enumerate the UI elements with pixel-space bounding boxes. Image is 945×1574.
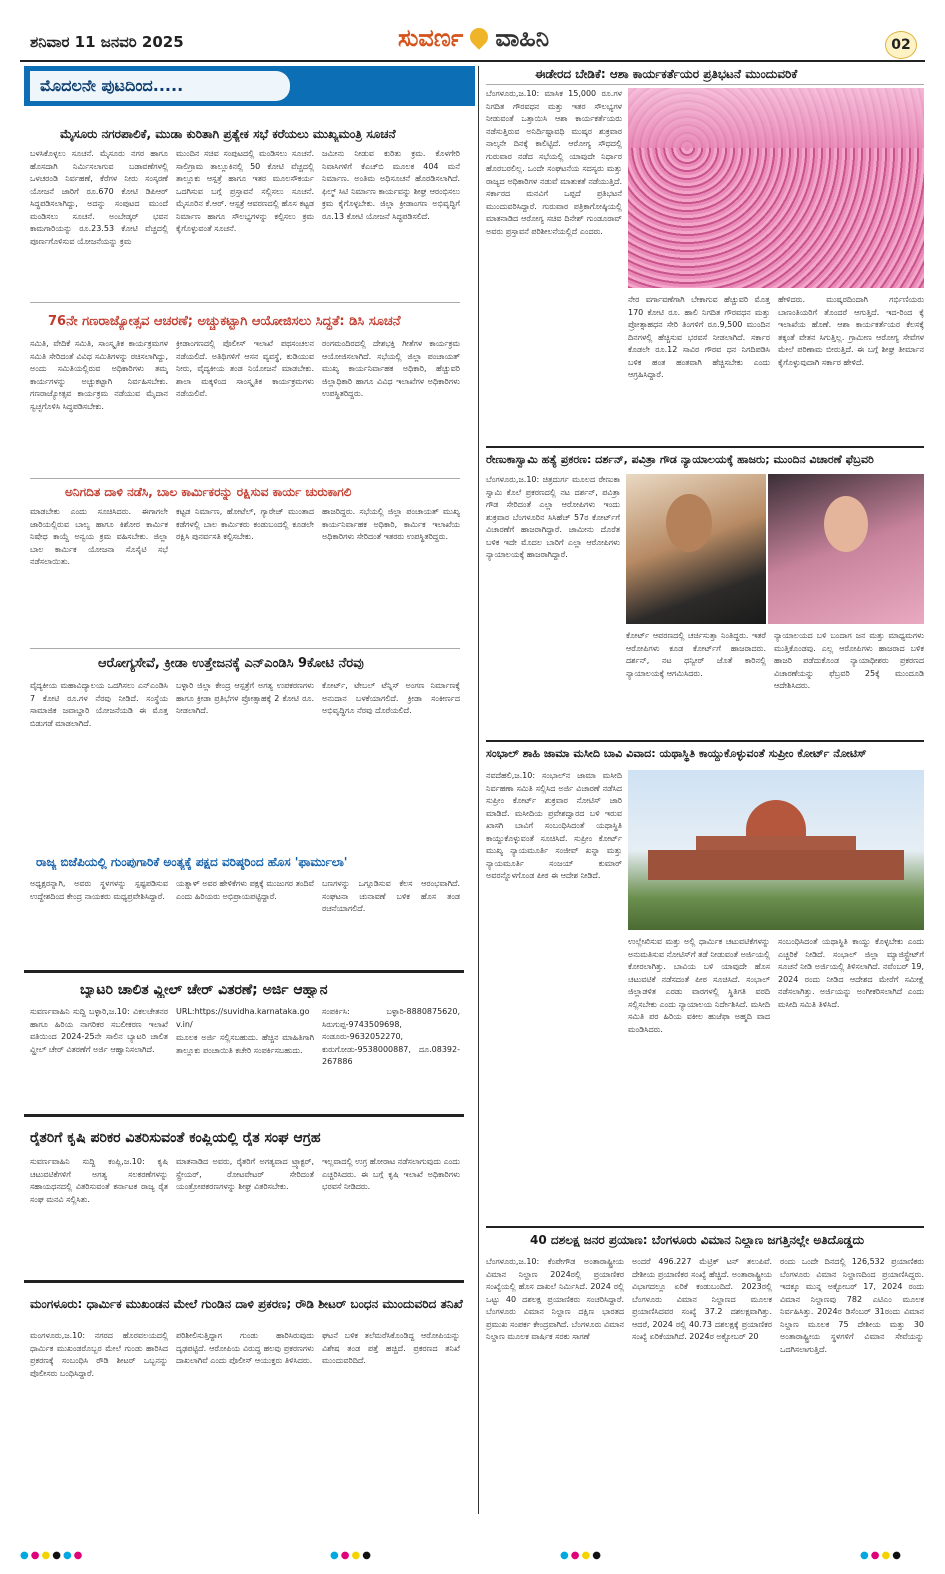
pavithra-photo [768,474,924,624]
darshan-photo [626,474,766,624]
article-mysore-col3: ಜಮೀನು ನೀಡುವ ಕುರಿತು ಕ್ರಮ. ಕೊಳಗೇರಿ ನಿವಾಸಿಗಳಿಗೆ ಕೆಎಚ್‌ಬಿ ಮೂಲಕ 404 ಮನೆ ನಿರ್ಮಾಣ. ಅಂತಿಮ ಅಧಿಸೂಚನೆ ಹೊರಡಿಸಲಾಗಿದೆ. ಫಿಲ್ಮ್ ಸಿಟಿ ನಿರ್ಮಾಣ ಕಾರ್ಯವನ್ನು ಶೀಘ್ರ ಆರಂಭಿಸಲು ಕ್ರಮ ಕೈಗೊಳ್ಳಬೇಕು. ಜಿಲ್ಲಾ ಕ್ರೀಡಾಂಗಣ ಅಭಿವೃದ್ಧಿಗೆ ರೂ.13 ಕೋಟಿ ಯೋಜನೆ ಸಿದ್ಧಪಡಿಸಲಿದೆ. [322,149,460,221]
headline-bjp-formula: ರಾಜ್ಯ ಬಿಜೆಪಿಯಲ್ಲಿ ಗುಂಪುಗಾರಿಕೆ ಅಂತ್ಯಕ್ಕೆ ಪಕ್ಷದ ವರಿಷ್ಠರಿಂದ ಹೊಸ 'ಫಾರ್ಮುಲಾ' [36,855,348,869]
masthead [0,0,945,62]
article-labour-col1: ಮಾಡಬೇಕು ಎಂದು ಸೂಚಿಸಿದರು. ಈಗಾಗಲೇ ಜಾರಿಯಲ್ಲಿರುವ ಬಾಲ್ಯ ಹಾಗೂ ಕಿಶೋರ ಕಾರ್ಮಿಕ ನಿಷೇಧ ಕಾಯ್ದೆ ಅನ್ವಯ ಕ್ರಮ ವಹಿಸಬೇಕು. ಜಿಲ್ಲಾ ಬಾಲ ಕಾರ್ಮಿಕ ಯೋಜನಾ ಸೊಸೈಟಿ ಸಭೆ ನಡೆಸಲಾಯಿತು. [30,507,168,566]
headline-mangaluru: ಮಂಗಳೂರು: ಧಾರ್ಮಿಕ ಮುಖಂಡನ ಮೇಲೆ ಗುಂಡಿನ ದಾಳಿ ಪ್ರಕರಣ; ರೌಡಿ ಶೀಟರ್ ಬಂಧನ ಮುಂದುವರಿದ ತನಿಖೆ [30,1297,463,1311]
article-nmdc-col3: ಕೋರ್ಟ್, ಟೇಬಲ್ ಟೆನ್ನಿಸ್ ಅಂಗಣ ನಿರ್ಮಾಣಕ್ಕೆ ಅನುದಾನ ಬಳಕೆಯಾಗಲಿದೆ. ಕ್ರೀಡಾ ಸಂಕೀರ್ಣದ ಅಭಿವೃದ್ಧಿಗೂ ನೆರವು ದೊರೆಯಲಿದೆ. [322,681,460,715]
article-asha-col1: ಬೆಂಗಳೂರು,ಜ.10: ಮಾಸಿಕ 15,000 ರೂ.ಗಳ ನಿಗದಿತ ಗೌರವಧನ ಮತ್ತು ಇತರ ಸೌಲಭ್ಯಗಳ ನೀಡುವಂತೆ ಒತ್ತಾಯಿಸಿ ಆಶಾ ಕಾರ್ಯಕರ್ತೆಯರು ನಡೆಸುತ್ತಿರುವ ಅನಿರ್ದಿಷ್ಟಾವಧಿ ಮುಷ್ಕರ ಶುಕ್ರವಾರ ನಾಲ್ಕನೇ ದಿನಕ್ಕೆ ಕಾಲಿಟ್ಟಿದೆ. ಆರೋಗ್ಯ ಸೌಧದಲ್ಲಿ ಗುರುವಾರ ನಡೆದ ಸಭೆಯಲ್ಲಿ ಯಾವುದೇ ನಿರ್ಧಾರ ಹೊರಬರಲಿಲ್ಲ. ಒಂದೇ ಸಂಘಟನೆಯ ಸದಸ್ಯರು ಮತ್ತು ರಾಜ್ಯದ ಅಧಿಕಾರಿಗಳ ನಡುವೆ ಮಾತುಕತೆ ನಡೆಯುತ್ತಿದೆ. ಸರ್ಕಾರದ ಮನವಿಗೆ ಒಪ್ಪದೆ ಪ್ರತಿಭಟನೆ ಮುಂದುವರಿಸಿದ್ದಾರೆ. ಗುರುವಾರ ಪತ್ರಿಕಾಗೋಷ್ಠಿಯಲ್ಲಿ ಮಾತನಾಡಿದ ಆರೋಗ್ಯ ಸಚಿವ ದಿನೇಶ್ ಗುಂಡೂರಾವ್ ಅವರು ಪ್ರಸ್ತಾವನೆ ಪರಿಶೀಲನೆಯಲ್ಲಿದೆ ಎಂದರು. [486,89,622,236]
headline-mysore-muda: ಮೈಸೂರು ನಗರಪಾಲಿಕೆ, ಮುಡಾ ಕುರಿತಾಗಿ ಪ್ರತ್ಯೇಕ ಸಭೆ ಕರೆಯಲು ಮುಖ್ಯಮಂತ್ರಿ ಸೂಚನೆ [60,127,396,141]
divider [24,1114,464,1117]
face-shape [824,496,868,552]
dome-shape [746,800,806,840]
article-farmers-col1: ಸುವರ್ಣವಾಹಿನಿ ಸುದ್ದಿ ಕಂಪ್ಲಿ,ಜ.10: ಕೃಷಿ ಚಟುವಟಿಕೆಗಳಿಗೆ ಅಗತ್ಯ ಸಲಕರಣೆಗಳನ್ನು ಸಹಾಯಧನದಲ್ಲಿ ವಿತರಿಸುವಂತೆ ಕರ್ನಾಟಕ ರಾಜ್ಯ ರೈತ ಸಂಘ ಮನವಿ ಸಲ್ಲಿಸಿತು. [30,1157,168,1204]
divider [486,84,924,85]
article-mysore-col1: ಬಳಸಿಕೊಳ್ಳಲು ಸೂಚನೆ. ಮೈಸೂರು ನಗರ ಹಾಗೂ ಹೊಸದಾಗಿ ನಿರ್ಮಿಸಲಾಗುವ ಬಡಾವಣೆಗಳಲ್ಲಿ ಒಳಚರಂಡಿ ನಿರ್ವಹಣೆ, ಕೆರೆಗಳ ನೀರು ಸಂಸ್ಕರಣೆ ಯೋಜನೆ ಜಾರಿಗೆ ರೂ.670 ಕೋಟಿ ಡಿಪಿಆರ್ ಸಿದ್ಧಪಡಿಸಲಾಗಿದ್ದು, ಅದನ್ನು ಸಂಪುಟದ ಮುಂದೆ ಮಂಡಿಸಲು ಸೂಚನೆ. ಅಂಬೇಡ್ಕರ್ ಭವನ ಕಾಮಗಾರಿಯನ್ನು ರೂ.23.53 ಕೋಟಿ ವೆಚ್ಚದಲ್ಲಿ ಪೂರ್ಣಗೊಳಿಸುವ ಯೋಜನೆಯನ್ನು ಕ್ರಮ [30,149,168,246]
article-airport-col1: ಬೆಂಗಳೂರು,ಜ.10: ಕೆಂಪೇಗೌಡ ಅಂತಾರಾಷ್ಟ್ರೀಯ ವಿಮಾನ ನಿಲ್ದಾಣ 2024ರಲ್ಲಿ ಪ್ರಯಾಣಿಕರ ಸಂಖ್ಯೆಯಲ್ಲಿ ಹೊಸ ದಾಖಲೆ ನಿರ್ಮಿಸಿದೆ. 2024 ರಲ್ಲಿ ಒಟ್ಟು 40 ದಶಲಕ್ಷ ಪ್ರಯಾಣಿಕರು ಸಂಚರಿಸಿದ್ದಾರೆ. ಬೆಂಗಳೂರು ವಿಮಾನ ನಿಲ್ದಾಣ ದಕ್ಷಿಣ ಭಾರತದ ಪ್ರಮುಖ ಸಂಪರ್ಕ ಕೇಂದ್ರವಾಗಿದೆ. ಬೆಂಗಳೂರು ವಿಮಾನ ನಿಲ್ದಾಣ ಮೂಲಕ ವಾರ್ಷಿಕ ಸರಕು ಸಾಗಣೆ [486,1257,624,1341]
article-bjp-col1: ಅಧ್ಯಕ್ಷರನ್ನಾಗಿ, ಅವರು ಸ್ಥಳಗಳನ್ನು ಸ್ಪಷ್ಟಪಡಿಸುವ ಉದ್ದೇಶದಿಂದ ಕೇಂದ್ರ ನಾಯಕರು ಮಧ್ಯಪ್ರವೇಶಿಸಿದ್ದಾರೆ. [30,879,168,901]
face-shape [666,494,712,552]
wheelchair-url: URL:https://suvidha.karnataka.gov.in/ [176,1007,310,1029]
divider [486,446,924,448]
article-airport-col2: ಅಂದರೆ 496.227 ಮೆಟ್ರಿಕ್ ಟನ್ ತಲುಪಿವೆ. ದೇಶೀಯ ಪ್ರಯಾಣಿಕರ ಸಂಖ್ಯೆ ಹೆಚ್ಚಿದೆ. ಅಂತಾರಾಷ್ಟ್ರೀಯ ವಿಭಾಗದಲ್ಲೂ ಏರಿಕೆ ಕಂಡುಬಂದಿದೆ. 2023ರಲ್ಲಿ ಬೆಂಗಳೂರು ವಿಮಾನ ನಿಲ್ದಾಣದ ಮೂಲಕ ಪ್ರಯಾಣಿಸಿದವರ ಸಂಖ್ಯೆ 37.2 ದಶಲಕ್ಷವಾಗಿತ್ತು. ಆದರೆ, 2024 ರಲ್ಲಿ 40.73 ದಶಲಕ್ಷಕ್ಕೆ ಪ್ರಯಾಣಿಕರ ಸಂಖ್ಯೆ ಏರಿಕೆಯಾಗಿದೆ. 2024ರ ಅಕ್ಟೋಬರ್ 20 [632,1257,772,1341]
article-wheelchair-col3: ಸಂಪರ್ಕಿಸಿ: ಬಳ್ಳಾರಿ-8880875620, ಸಿರುಗುಪ್ಪ-9743509698, ಸಂಡೂರು-9632052270, ಕುರುಗೋಡು-9538000887, ದೂ.08392-267886 [322,1007,460,1066]
registration-marks-far-right: ●●●● [860,1550,903,1561]
article-wheelchair-col2: ಮೂಲಕ ಅರ್ಜಿ ಸಲ್ಲಿಸಬಹುದು. ಹೆಚ್ಚಿನ ಮಾಹಿತಿಗಾಗಿ ತಾಲ್ಲೂಕು ಪಂಚಾಯಿತಿ ಕಚೇರಿ ಸಂಪರ್ಕಿಸಬಹುದು. [176,1033,314,1055]
supreme-court-photo [628,770,924,930]
divider [30,478,460,479]
article-republic-col1: ಸಮಿತಿ, ವೇದಿಕೆ ಸಮಿತಿ, ಸಾಂಸ್ಕೃತಿಕ ಕಾರ್ಯಕ್ರಮಗಳ ಸಮಿತಿ ಸೇರಿದಂತೆ ವಿವಿಧ ಸಮಿತಿಗಳನ್ನು ರಚಿಸಲಾಗಿದ್ದು, ಅಂದು ಸಮಿತಿಯಲ್ಲಿರುವ ಅಧಿಕಾರಿಗಳು ತಮ್ಮ ಕಾರ್ಯಗಳನ್ನು ಅಚ್ಚುಕಟ್ಟಾಗಿ ನಿರ್ವಹಿಸಬೇಕು. ಗಣರಾಜ್ಯೋತ್ಸವ ಕಾರ್ಯಕ್ರಮ ನಡೆಯುವ ಮೈದಾನ ಸ್ವಚ್ಛಗೊಳಿಸಿ ಸಿದ್ಧಪಡಿಸಬೇಕು. [30,339,168,411]
logo-left-text: ಸುವರ್ಣ [398,24,464,52]
article-darshan-col3: ನ್ಯಾಯಾಲಯದ ಬಳಿ ಬಂದಾಗ ಜನ ಮತ್ತು ಮಾಧ್ಯಮಗಳು ಮುತ್ತಿಕೊಂಡವು. ಎಲ್ಲ ಆರೋಪಿಗಳು ಹಾಜರಾದ ಬಳಿಕ ಹಾಜರಿ ಪಡೆದುಕೊಂಡ ನ್ಯಾಯಾಧೀಶರು ಪ್ರಕರಣದ ವಿಚಾರಣೆಯನ್ನು ಫೆಬ್ರವರಿ 25ಕ್ಕೆ ಮುಂದೂಡಿ ಆದೇಶಿಸಿದರು. [774,631,924,690]
article-wheelchair-col1: ಸುವರ್ಣವಾಹಿನಿ ಸುದ್ದಿ ಬಳ್ಳಾರಿ,ಜ.10: ವಿಕಲಚೇತನರ ಹಾಗೂ ಹಿರಿಯ ನಾಗರಿಕರ ಸಬಲೀಕರಣ ಇಲಾಖೆ ವತಿಯಿಂದ 2024-25ನೇ ಸಾಲಿನ ಬ್ಯಾಟರಿ ಚಾಲಿತ ವ್ಹೀಲ್ ಚೇರ್ ವಿತರಣೆಗೆ ಅರ್ಜಿ ಆಹ್ವಾನಿಸಲಾಗಿದೆ. [30,1007,168,1054]
article-farmers-col2: ಮಾತನಾಡಿದ ಅವರು, ರೈತರಿಗೆ ಅಗತ್ಯವಾದ ಟ್ರ್ಯಾಕ್ಟರ್, ಸ್ಪ್ರೇಯರ್, ರೋಟವೇಟರ್ ಸೇರಿದಂತೆ ಯಂತ್ರೋಪಕರಣಗಳನ್ನು ಶೀಘ್ರ ವಿತರಿಸಬೇಕು. [176,1157,314,1191]
divider [30,302,460,303]
article-labour-col3: ಹಾಜರಿದ್ದರು. ಸಭೆಯಲ್ಲಿ ಜಿಲ್ಲಾ ಪಂಚಾಯತ್ ಮುಖ್ಯ ಕಾರ್ಯನಿರ್ವಾಹಕ ಅಧಿಕಾರಿ, ಕಾರ್ಮಿಕ ಇಲಾಖೆಯ ಅಧಿಕಾರಿಗಳು ಸೇರಿದಂತೆ ಇತರರು ಉಪಸ್ಥಿತರಿದ್ದರು. [322,507,460,541]
article-sambhal-col3: ಸಂಬಂಧಿಸಿದಂತೆ ಯಥಾಸ್ಥಿತಿ ಕಾಯ್ದು ಕೊಳ್ಳಬೇಕು ಎಂದು ಎಚ್ಚರಿಕೆ ನೀಡಿದೆ. ಸಂಭಾಲ್ ಜಿಲ್ಲಾ ಮ್ಯಾಜಿಸ್ಟ್ರೇಟ್‌ಗೆ ಸೂಚನೆ ನೀಡಿ ಅರ್ಜಿಯಲ್ಲಿ ತಿಳಿಸಲಾಗಿದೆ. ನವೆಂಬರ್ 19, 2024 ರಂದು ನೀಡಿದ ಆದೇಶದ ಮೇರೆಗೆ ಸಮೀಕ್ಷೆ ನಡೆಸಲಾಗಿತ್ತು. ಅರ್ಜಿಯನ್ನು ಅಂಗೀಕರಿಸಲಾಗಿದೆ ಎಂದು ಮಸೀದಿ ಸಮಿತಿ ತಿಳಿಸಿದೆ. [778,937,924,1009]
article-sambhal-col2: ಉಲ್ಲೇಖಿಸುವ ಮತ್ತು ಅಲ್ಲಿ ಧಾರ್ಮಿಕ ಚಟುವಟಿಕೆಗಳನ್ನು ಅನುಮತಿಸುವ ನೋಟಿಸ್‌ಗೆ ತಡೆ ನೀಡುವಂತೆ ಅರ್ಜಿಯಲ್ಲಿ ಕೋರಲಾಗಿತ್ತು. ಬಾವಿಯ ಬಳಿ ಯಾವುದೇ ಹೊಸ ಚಟುವಟಿಕೆ ನಡೆಸದಂತೆ ಪೀಠ ಸೂಚಿಸಿದೆ. ಸಂಭಾಲ್ ಜಿಲ್ಲಾಡಳಿತ ಎರಡು ವಾರಗಳಲ್ಲಿ ಸ್ಥಿತಿಗತಿ ವರದಿ ಸಲ್ಲಿಸಬೇಕು ಎಂದು ನ್ಯಾಯಾಲಯ ನಿರ್ದೇಶಿಸಿದೆ. ಮಸೀದಿ ಸಮಿತಿ ಪರ ಹಿರಿಯ ವಕೀಲ ಹುಜೆಫಾ ಅಹ್ಮದಿ ವಾದ ಮಂಡಿಸಿದರು. [628,937,770,1034]
article-labour-col2: ಕಟ್ಟಡ ನಿರ್ಮಾಣ, ಹೋಟೆಲ್, ಗ್ಯಾರೇಜ್ ಮುಂತಾದ ಕಡೆಗಳಲ್ಲಿ ಬಾಲ ಕಾರ್ಮಿಕರು ಕಂಡುಬಂದಲ್ಲಿ ಕೂಡಲೇ ರಕ್ಷಿಸಿ ಪುನರ್ವಸತಿ ಕಲ್ಪಿಸಬೇಕು. [176,507,314,541]
headline-wheelchair: ಬ್ಯಾಟರಿ ಚಾಲಿತ ವ್ಹೀಲ್ ಚೇರ್ ವಿತರಣೆ; ಅರ್ಜಿ ಆಹ್ವಾನ [80,982,328,998]
registration-marks-left: ●●●●●● [20,1550,85,1561]
section-banner [24,66,475,106]
article-mysore-col2: ಮುಂದಿನ ಸಚಿವ ಸಂಪುಟದಲ್ಲಿ ಮಂಡಿಸಲು ಸೂಚನೆ. ಸಾಲಿಗ್ರಾಮ ತಾಲ್ಲೂಕಿನಲ್ಲಿ 50 ಕೋಟಿ ವೆಚ್ಚದಲ್ಲಿ ತಾಲ್ಲೂಕು ಆಸ್ಪತ್ರೆ ಹಾಗೂ ಇತರ ಮೂಲಸೌಕರ್ಯ ಒದಗಿಸುವ ಬಗ್ಗೆ ಪ್ರಸ್ತಾವನೆ ಸಲ್ಲಿಸಲು ಸೂಚನೆ. ಮೈಸೂರಿನ ಕೆ.ಆರ್. ಆಸ್ಪತ್ರೆ ಆವರಣದಲ್ಲಿ ಹೊಸ ಕಟ್ಟಡ ನಿರ್ಮಾಣ ಹಾಗೂ ಸೌಲಭ್ಯಗಳನ್ನು ಕಲ್ಪಿಸಲು ಕ್ರಮ ಕೈಗೊಳ್ಳುವಂತೆ ಸೂಚನೆ. [176,149,314,233]
page-number: 02 [891,37,911,53]
header-rule [20,60,925,62]
asha-protest-photo [628,88,924,288]
logo-lamp-icon [467,24,492,49]
divider [486,740,924,742]
headline-sambhal-mosque: ಸಂಭಾಲ್ ಶಾಹಿ ಜಾಮಾ ಮಸೀದಿ ಬಾವಿ ವಿವಾದ: ಯಥಾಸ್ಥಿತಿ ಕಾಯ್ದುಕೊಳ್ಳುವಂತೆ ಸುಪ್ರೀಂ ಕೋರ್ಟ್ ನೋಟಿಸ್ [486,747,867,760]
article-mangaluru-col2: ಪರಿಶೀಲಿಸುತ್ತಿದ್ದಾಗ ಗುಂಡು ಹಾರಿಸಿರುವುದು ದೃಢಪಟ್ಟಿದೆ. ಆರೋಪಿಯ ವಿರುದ್ಧ ಹಲವು ಪ್ರಕರಣಗಳು ದಾಖಲಾಗಿವೆ ಎಂದು ಪೊಲೀಸ್ ಆಯುಕ್ತರು ತಿಳಿಸಿದರು. [176,1331,314,1365]
section-banner-text: ಮೊದಲನೇ ಪುಟದಿಂದ..... [40,76,184,95]
divider [24,1280,464,1283]
article-darshan-col2: ಕೋರ್ಟ್ ಆವರಣದಲ್ಲಿ ಚರ್ಚಿಸುತ್ತಾ ನಿಂತಿದ್ದರು. ಇತರೆ ಆರೋಪಿಗಳು ಕೂಡ ಕೋರ್ಟ್‌ಗೆ ಹಾಜರಾದರು. ದರ್ಶನ್, ನಟ ಧನ್ವೀರ್ ಜೊತೆ ಕಾರಿನಲ್ಲಿ ನ್ಯಾಯಾಲಯಕ್ಕೆ ಆಗಮಿಸಿದರು. [626,631,766,678]
headline-darshan-case: ರೇಣುಕಾಸ್ವಾಮಿ ಹತ್ಯೆ ಪ್ರಕರಣ: ದರ್ಶನ್, ಪವಿತ್ರಾ ಗೌಡ ನ್ಯಾಯಾಲಯಕ್ಕೆ ಹಾಜರು; ಮುಂದಿನ ವಿಚಾರಣೆ ಫೆಬ್ರವರಿ [486,453,874,466]
article-asha-col3: ಹೇಳಿದರು. ಮುಷ್ಕರದಿಂದಾಗಿ ಗರ್ಭಿಣಿಯರು ಬಾಣಂತಿಯರಿಗೆ ತೊಂದರೆ ಆಗುತ್ತಿದೆ. ಇದ-ರಿಂದ ಕ್ಕೆ ಇಲಾಖೆಯ ಹೊಣೆ. ಆಶಾ ಕಾರ್ಯಕರ್ತೆಯರ ಕೆಲಸಕ್ಕೆ ತಕ್ಕಂತೆ ವೇತನ ಸಿಗುತ್ತಿಲ್ಲ. ಗ್ರಾಮೀಣ ಆರೋಗ್ಯ ಸೇವೆಗಳ ಮೇಲೆ ಪರಿಣಾಮ ಬೀರುತ್ತಿದೆ. ಈ ಬಗ್ಗೆ ಶೀಘ್ರ ತೀರ್ಮಾನ ಕೈಗೊಳ್ಳುವುದಾಗಿ ಸರ್ಕಾರ ಹೇಳಿದೆ. [778,295,924,367]
headline-republic-day: 76ನೇ ಗಣರಾಜ್ಯೋತ್ಸವ ಆಚರಣೆ; ಅಚ್ಚುಕಟ್ಟಾಗಿ ಆಯೋಜಿಸಲು ಸಿದ್ಧತೆ: ಡಿಸಿ ಸೂಚನೆ [48,314,401,329]
article-darshan-col1: ಬೆಂಗಳೂರು,ಜ.10: ಚಿತ್ರದುರ್ಗ ಮೂಲದ ರೇಣುಕಾ ಸ್ವಾಮಿ ಕೊಲೆ ಪ್ರಕರಣದಲ್ಲಿ ನಟ ದರ್ಶನ್, ಪವಿತ್ರಾ ಗೌಡ ಸೇರಿದಂತೆ ಎಲ್ಲಾ ಆರೋಪಿಗಳು ಇಂದು ಶುಕ್ರವಾರ ಬೆಂಗಳೂರಿನ ಸಿಸಿಹೆಚ್ 57ರ ಕೋರ್ಟ್‌ಗೆ ವಿಚಾರಣೆಗೆ ಹಾಜರಾಗಿದ್ದಾರೆ. ಜಾಮೀನು ದೊರೆತ ಬಳಿಕ ಇದೇ ಮೊದಲ ಬಾರಿಗೆ ಎಲ್ಲಾ ಆರೋಪಿಗಳು ನ್ಯಾಯಾಲಯಕ್ಕೆ ಹಾಜರಾಗಿದ್ದಾರೆ. [486,475,620,559]
article-asha-col2: ನೇರ ವರ್ಗಾವಣೆಗಾಗಿ ಬೇಕಾಗುವ ಹೆಚ್ಚುವರಿ ಮೊತ್ತ 170 ಕೋಟಿ ರೂ. ಹಾಲಿ ನಿಗದಿತ ಗೌರವಧನ ಮತ್ತು ಪ್ರೋತ್ಸಾಹಧನ ಸೇರಿ ತಿಂಗಳಿಗೆ ರೂ.9,500 ಮುಂದಿನ ದಿನಗಳಲ್ಲಿ ಹೆಚ್ಚಿಸುವ ಭರವಸೆ ನೀಡಲಾಗಿದೆ. ಸರ್ಕಾರ ಕೊಡಲೇ ರೂ.12 ಸಾವಿರ ಗೌರವ ಧನ ನಿಗದಿಪಡಿಸಿ ಬಳಿಕ ಹಂತ ಹಂತವಾಗಿ ಹೆಚ್ಚಿಸಬೇಕು ಎಂದು ಆಗ್ರಹಿಸಿದ್ದಾರೆ. [628,295,770,379]
article-mangaluru-col3: ಘಟನೆ ಬಳಿಕ ತಲೆಮರೆಸಿಕೊಂಡಿದ್ದ ಆರೋಪಿಯನ್ನು ವಿಶೇಷ ತಂಡ ಪತ್ತೆ ಹಚ್ಚಿದೆ. ಪ್ರಕರಣದ ತನಿಖೆ ಮುಂದುವರಿದಿದೆ. [322,1331,460,1365]
headline-airport: 40 ದಶಲಕ್ಷ ಜನರ ಪ್ರಯಾಣ: ಬೆಂಗಳೂರು ವಿಮಾನ ನಿಲ್ದಾಣ ಜಗತ್ತಿನಲ್ಲೇ ಅತಿದೊಡ್ಡದು [530,1233,865,1247]
article-airport-col3: ರಂದು ಒಂದೇ ದಿನದಲ್ಲಿ 126,532 ಪ್ರಯಾಣಿಕರು ಬೆಂಗಳೂರು ವಿಮಾನ ನಿಲ್ದಾಣದಿಂದ ಪ್ರಯಾಣಿಸಿದ್ದರು. ಇದಕ್ಕೂ ಮುನ್ನ ಅಕ್ಟೋಬರ್ 17, 2024 ರಂದು ವಿಮಾನ ನಿಲ್ದಾಣವು 782 ಎಟಿಎಂ ಮೂಲಕ ನಿರ್ವಹಿಸಿತ್ತು. 2024ರ ಡಿಸೆಂಬರ್ 31ರಂದು ವಿಮಾನ ನಿಲ್ದಾಣ ಮೂಲಕ 75 ದೇಶೀಯ ಮತ್ತು 30 ಅಂತಾರಾಷ್ಟ್ರೀಯ ಸ್ಥಳಗಳಿಗೆ ವಿಮಾನ ಸೇವೆಯನ್ನು ಒದಗಿಸಲಾಗುತ್ತಿದೆ. [780,1257,924,1354]
article-republic-col2: ಕ್ರೀಡಾಂಗಣದಲ್ಲಿ ಪೊಲೀಸ್ ಇಲಾಖೆ ಪಥಸಂಚಲನ ನಡೆಯಲಿದೆ. ಅತಿಥಿಗಳಿಗೆ ಆಸನ ವ್ಯವಸ್ಥೆ, ಕುಡಿಯುವ ನೀರು, ವೈದ್ಯಕೀಯ ತಂಡ ನಿಯೋಜನೆ ಮಾಡಬೇಕು. ಶಾಲಾ ಮಕ್ಕಳಿಂದ ಸಾಂಸ್ಕೃತಿಕ ಕಾರ್ಯಕ್ರಮಗಳು ನಡೆಯಲಿವೆ. [176,339,314,398]
header-date: ಶನಿವಾರ 11 ಜನವರಿ 2025 [30,33,184,51]
building-wing [648,850,904,880]
headline-nmdc: ಆರೋಗ್ಯಸೇವೆ, ಕ್ರೀಡಾ ಉತ್ತೇಜನಕ್ಕೆ ಎನ್‌ಎಂಡಿಸಿ 9ಕೋಟಿ ನೆರವು [98,656,364,671]
page-number-badge [885,31,917,59]
article-nmdc-col2: ಬಳ್ಳಾರಿ ಜಿಲ್ಲಾ ಕೇಂದ್ರ ಆಸ್ಪತ್ರೆಗೆ ಅಗತ್ಯ ಉಪಕರಣಗಳು ಹಾಗೂ ಕ್ರೀಡಾ ಪ್ರತಿಭೆಗಳ ಪ್ರೋತ್ಸಾಹಕ್ಕೆ 2 ಕೋಟಿ ರೂ. ನೀಡಲಾಗಿದೆ. [176,681,314,715]
article-bjp-col3: ಬಣಗಳನ್ನು ಒಗ್ಗೂಡಿಸುವ ಕೆಲಸ ಆರಂಭವಾಗಿದೆ. ಸಂಘಟನಾ ಚುನಾವಣೆ ಬಳಿಕ ಹೊಸ ತಂಡ ರಚನೆಯಾಗಲಿದೆ. [322,879,460,913]
registration-marks-right: ●●●● [560,1550,603,1561]
crowd-overlay [628,88,924,148]
headline-child-labour: ಅನಿಗದಿತ ದಾಳಿ ನಡೆಸಿ, ಬಾಲ ಕಾರ್ಮಿಕರನ್ನು ರಕ್ಷಿಸುವ ಕಾರ್ಯ ಚುರುಕಾಗಲಿ [65,485,352,499]
headline-farmers: ರೈತರಿಗೆ ಕೃಷಿ ಪರಿಕರ ವಿತರಿಸುವಂತೆ ಕಂಪ್ಲಿಯಲ್ಲಿ ರೈತ ಸಂಘ ಆಗ್ರಹ [30,1130,321,1146]
divider [30,648,460,649]
article-mangaluru-col1: ಮಂಗಳೂರು,ಜ.10: ನಗರದ ಹೊರವಲಯದಲ್ಲಿ ಧಾರ್ಮಿಕ ಮುಖಂಡರೊಬ್ಬರ ಮೇಲೆ ಗುಂಡು ಹಾರಿಸಿದ ಪ್ರಕರಣಕ್ಕೆ ಸಂಬಂಧಿಸಿ ರೌಡಿ ಶೀಟರ್ ಒಬ್ಬನನ್ನು ಪೊಲೀಸರು ಬಂಧಿಸಿದ್ದಾರೆ. [30,1331,168,1378]
headline-asha-protest: ಈಡೇರದ ಬೇಡಿಕೆ: ಆಶಾ ಕಾರ್ಯಕರ್ತೆಯರ ಪ್ರತಿಭಟನೆ ಮುಂದುವರಿಕೆ [535,67,798,81]
page-column-divider [478,66,479,1514]
divider [24,970,464,973]
article-nmdc-col1: ವೈದ್ಯಕೀಯ ಮಹಾವಿದ್ಯಾಲಯ ಒದಗಿಸಲು ಎನ್‌ಎಂಡಿಸಿ 7 ಕೋಟಿ ರೂ.ಗಳ ನೆರವು ನೀಡಿದೆ. ಸಂಸ್ಥೆಯ ಸಾಮಾಜಿಕ ಜವಾಬ್ದಾರಿ ಯೋಜನೆಯಡಿ ಈ ಮೊತ್ತ ಬಿಡುಗಡೆ ಮಾಡಲಾಗಿದೆ. [30,681,168,728]
registration-marks-center: ●●●● [330,1550,373,1561]
newspaper-logo [398,24,648,60]
logo-right-text: ವಾಹಿನಿ [495,24,550,52]
article-republic-col3: ರಂಗಮಂದಿರದಲ್ಲಿ ದೇಶಭಕ್ತಿ ಗೀತೆಗಳ ಕಾರ್ಯಕ್ರಮ ಆಯೋಜಿಸಲಾಗಿದೆ. ಸಭೆಯಲ್ಲಿ ಜಿಲ್ಲಾ ಪಂಚಾಯತ್ ಮುಖ್ಯ ಕಾರ್ಯನಿರ್ವಾಹಕ ಅಧಿಕಾರಿ, ಹೆಚ್ಚುವರಿ ಜಿಲ್ಲಾಧಿಕಾರಿ ಹಾಗೂ ವಿವಿಧ ಇಲಾಖೆಗಳ ಅಧಿಕಾರಿಗಳು ಉಪಸ್ಥಿತರಿದ್ದರು. [322,339,460,398]
section-banner-inner [30,71,290,101]
article-sambhal-col1: ನವದೆಹಲಿ,ಜ.10: ಸಂಭಾಲ್‌ನ ಜಾಮಾ ಮಸೀದಿ ನಿರ್ವಹಣಾ ಸಮಿತಿ ಸಲ್ಲಿಸಿದ ಅರ್ಜಿ ವಿಚಾರಣೆ ನಡೆಸಿದ ಸುಪ್ರೀಂ ಕೋರ್ಟ್ ಶುಕ್ರವಾರ ನೋಟಿಸ್ ಜಾರಿ ಮಾಡಿದೆ. ಮಸೀದಿಯ ಪ್ರವೇಶದ್ವಾರದ ಬಳಿ ಇರುವ ಖಾಸಗಿ ಬಾವಿಗೆ ಸಂಬಂಧಿಸಿದಂತೆ ಯಥಾಸ್ಥಿತಿ ಕಾಯ್ದುಕೊಳ್ಳುವಂತೆ ಸೂಚಿಸಿದೆ. ಸುಪ್ರೀಂ ಕೋರ್ಟ್ ಮುಖ್ಯ ನ್ಯಾಯಮೂರ್ತಿ ಸಂಜೀವ್ ಖನ್ನಾ ಮತ್ತು ನ್ಯಾಯಮೂರ್ತಿ ಸಂಜಯ್ ಕುಮಾರ್ ಅವರನ್ನೊಳಗೊಂಡ ಪೀಠ ಈ ಆದೇಶ ನೀಡಿದೆ. [486,771,622,880]
divider [486,1226,924,1228]
article-bjp-col2: ಯತ್ನಾಳ್ ಅವರ ಹೇಳಿಕೆಗಳು ಪಕ್ಷಕ್ಕೆ ಮುಜುಗರ ತಂದಿವೆ ಎಂದು ಹಿರಿಯರು ಅಭಿಪ್ರಾಯಪಟ್ಟಿದ್ದಾರೆ. [176,879,314,901]
article-farmers-col3: ಇಲ್ಲವಾದಲ್ಲಿ ಉಗ್ರ ಹೋರಾಟ ನಡೆಸಲಾಗುವುದು ಎಂದು ಎಚ್ಚರಿಸಿದರು. ಈ ಬಗ್ಗೆ ಕೃಷಿ ಇಲಾಖೆ ಅಧಿಕಾರಿಗಳು ಭರವಸೆ ನೀಡಿದರು. [322,1157,460,1191]
